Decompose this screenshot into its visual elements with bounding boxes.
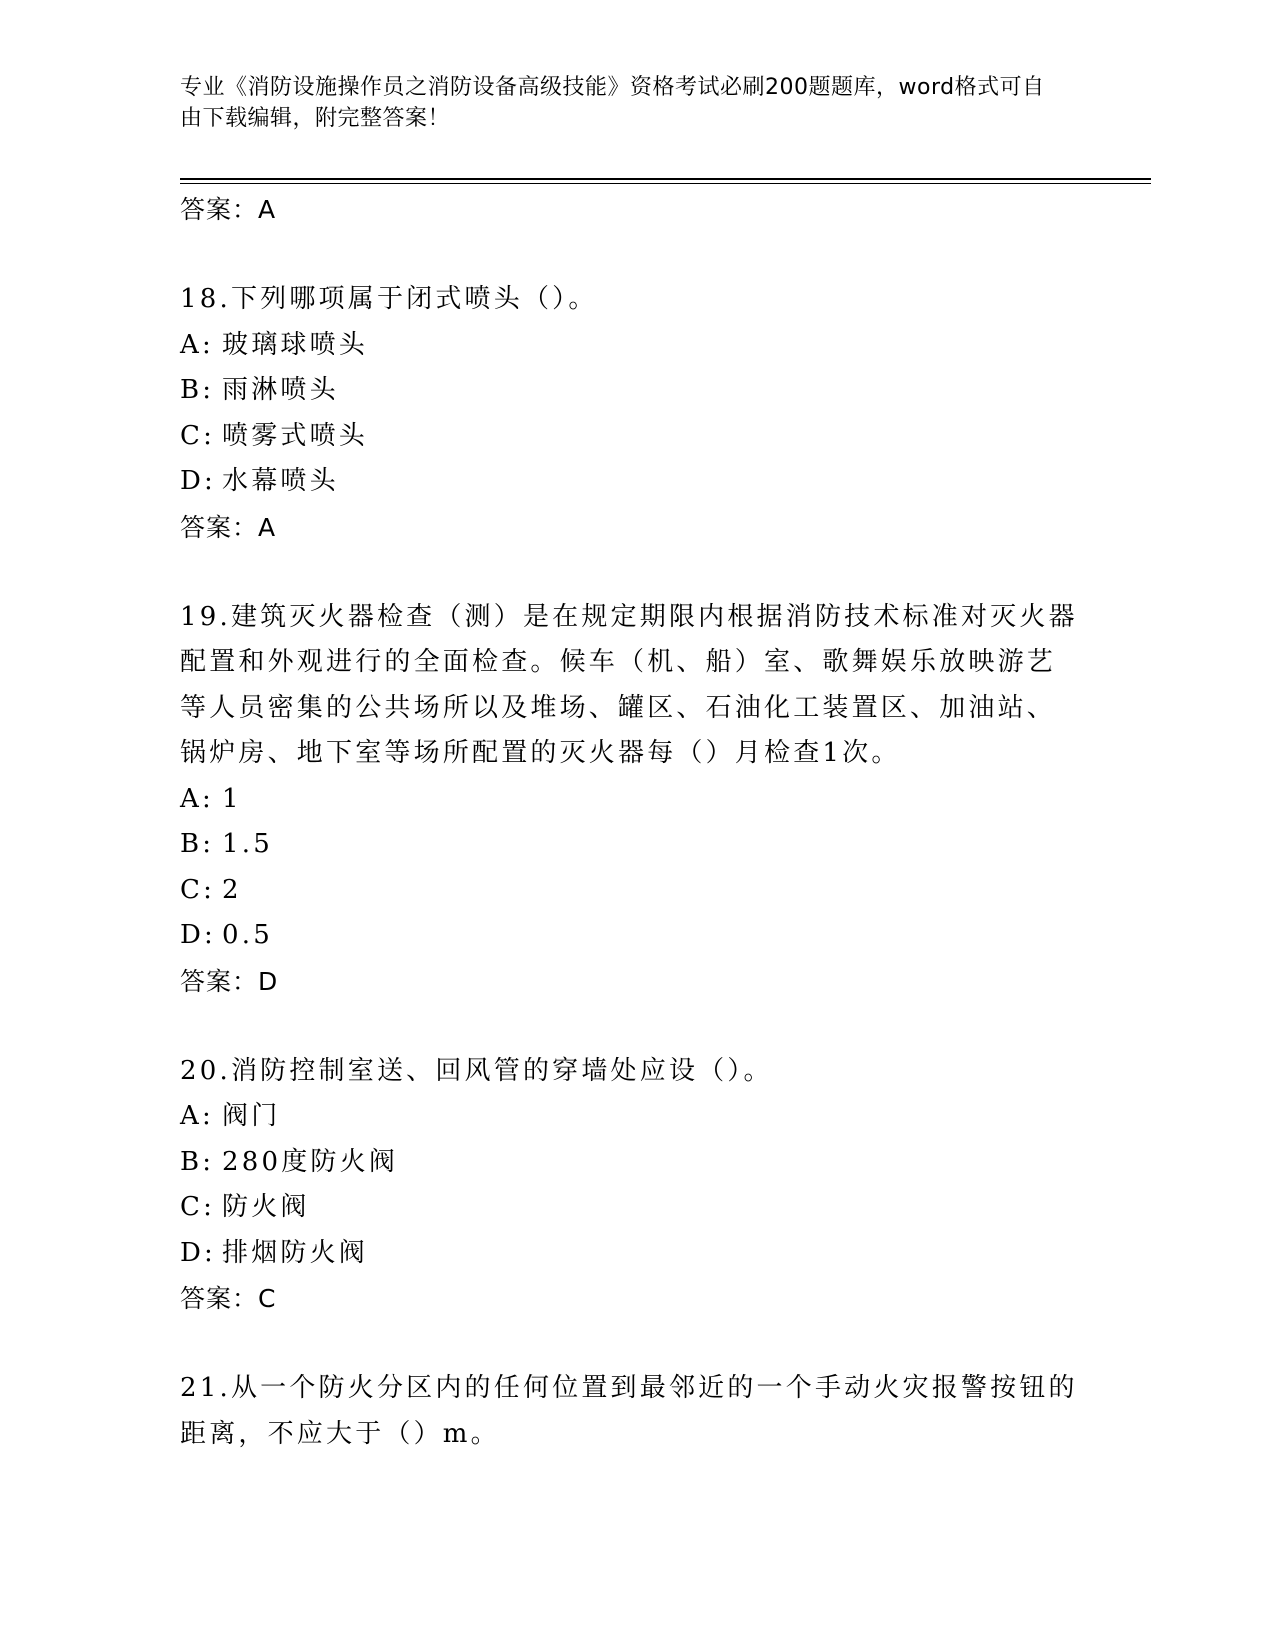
question-block <box>180 277 1080 550</box>
option-d <box>180 913 1080 959</box>
option-text: 0.5 <box>222 920 273 950</box>
option-text: 阀门 <box>222 1101 281 1131</box>
header-divider <box>180 178 1151 180</box>
option-key: C: <box>180 874 216 905</box>
answer-line: 答案：A <box>180 195 277 224</box>
question-text: 19.建筑灭火器检查（测）是在规定期限内根据消防技术标准对灭火器配置和外观进行的全面检查。候车（机、船）室、歌舞娱乐放映游艺等人员密集的公共场所以及堆场、罐区、石油化工装置区、加油站、锅炉房、地下室等场所配置的灭火器每（）月检查1次。 <box>180 601 1078 768</box>
option-c <box>180 868 1080 914</box>
option-c <box>180 414 1080 460</box>
option-a <box>180 1094 1080 1140</box>
answer-line: 答案：D <box>180 966 279 996</box>
option-d <box>180 459 1080 505</box>
question-block <box>180 1049 1080 1322</box>
option-text: 防火阀 <box>222 1192 310 1222</box>
option-key: A: <box>180 783 214 814</box>
question-block <box>180 595 1080 1004</box>
option-c <box>180 1185 1080 1231</box>
option-key: D: <box>180 920 217 950</box>
option-key: C: <box>180 1192 216 1222</box>
option-a <box>180 323 1080 369</box>
question-text: 21.从一个防火分区内的任何位置到最邻近的一个手动火灾报警按钮的距离，不应大于（）m。 <box>180 1373 1078 1449</box>
question-text: 20.消防控制室送、回风管的穿墙处应设（）。 <box>180 1055 773 1086</box>
option-text: 水幕喷头 <box>222 466 339 496</box>
option-b <box>180 822 1080 868</box>
option-text: 喷雾式喷头 <box>222 420 369 451</box>
option-key: B: <box>180 829 215 859</box>
option-text: 排烟防火阀 <box>222 1237 369 1268</box>
option-key: B: <box>180 375 215 405</box>
question-text: 18.下列哪项属于闭式喷头（）。 <box>180 284 598 314</box>
option-text: 玻璃球喷头 <box>222 329 369 360</box>
option-d <box>180 1231 1080 1277</box>
option-key: D: <box>180 1237 217 1268</box>
answer-line: 答案：C <box>180 1284 277 1313</box>
option-key: A: <box>180 1101 214 1131</box>
option-text: 1.5 <box>222 829 273 859</box>
page-header: 专业《消防设施操作员之消防设备高级技能》资格考试必刷200题题库，word格式可自由下载编辑，附完整答案！ <box>180 75 1045 131</box>
question-list <box>180 187 1080 1457</box>
option-text: 1 <box>222 783 242 814</box>
option-key: B: <box>180 1146 215 1177</box>
header-divider-thin <box>180 183 1151 184</box>
option-b <box>180 1140 1080 1186</box>
answer-line: 答案：A <box>180 512 277 542</box>
question-block <box>180 1366 1080 1457</box>
option-text: 2 <box>222 874 242 905</box>
option-a <box>180 777 1080 823</box>
option-text: 280度防火阀 <box>222 1146 399 1177</box>
option-key: A: <box>180 329 214 360</box>
option-key: D: <box>180 466 217 496</box>
option-b <box>180 368 1080 414</box>
option-text: 雨淋喷头 <box>222 375 339 405</box>
option-key: C: <box>180 420 216 451</box>
